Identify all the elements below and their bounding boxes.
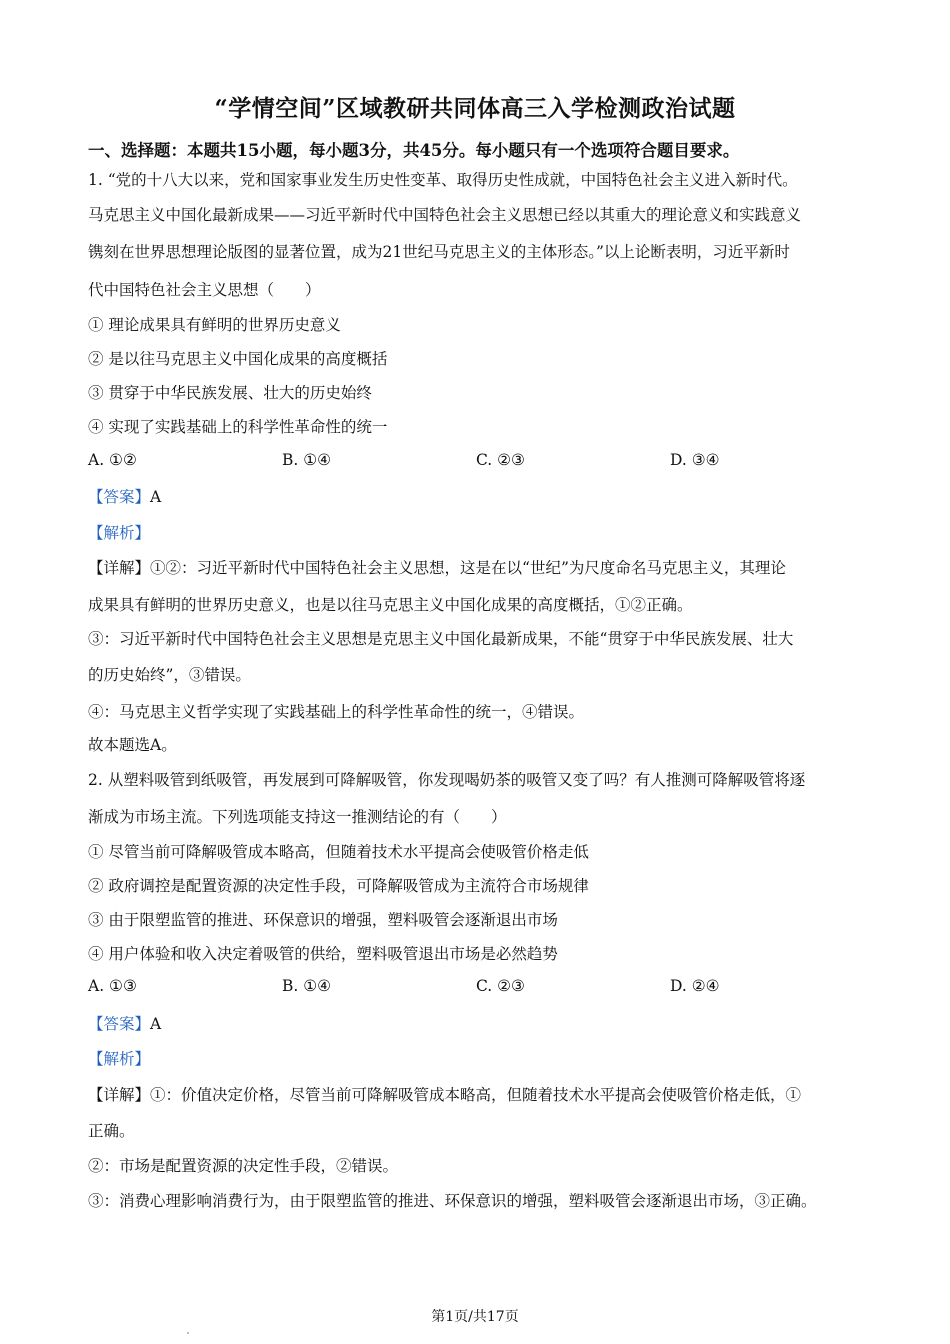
answer-label: 【答案】: [88, 1015, 151, 1033]
q1-statement: ④ 实现了实践基础上的科学性革命性的统一: [88, 418, 388, 436]
q2-answer: [88, 1012, 161, 1034]
q2-detail-line: 正确。: [88, 1122, 135, 1140]
q1-detail-line: ④：马克思主义哲学实现了实践基础上的科学性革命性的统一，④错误。: [88, 703, 585, 721]
q2-option-a: A. ①③: [88, 977, 137, 995]
q1-analysis-label: 【解析】: [88, 524, 151, 542]
q2-stem-line: 渐成为市场主流。下列选项能支持这一推测结论的有（ ）: [88, 808, 507, 826]
detail-text: ①：价值决定价格，尽管当前可降解吸管成本略高，但随着技术水平提高会使吸管价格走低，①: [150, 1086, 802, 1104]
q2-detail-line: ③：消费心理影响消费行为，由于限塑监管的推进、环保意识的增强，塑料吸管会逐渐退出市场，③正确。: [88, 1192, 817, 1210]
page-title: “学情空间”区域教研共同体高三入学检测政治试题: [214, 95, 736, 122]
q1-detail-line: 故本题选A。: [88, 736, 177, 754]
q1-option-b: B. ①④: [282, 451, 332, 469]
q2-analysis-label: 【解析】: [88, 1050, 151, 1068]
q2-option-b: B. ①④: [282, 977, 332, 995]
detail-text: ①②：习近平新时代中国特色社会主义思想，这是在以“世纪”为尺度命名马克思主义，其理论: [150, 559, 786, 577]
q1-detail-line: ③：习近平新时代中国特色社会主义思想是克思主义中国化最新成果，不能“贯穿于中华民族发展、壮大: [88, 630, 794, 648]
q1-answer: [88, 485, 161, 507]
q1-detail-line: [88, 556, 786, 578]
q2-statement: ① 尽管当前可降解吸管成本略高，但随着技术水平提高会使吸管价格走低: [88, 843, 589, 861]
q2-statement: ③ 由于限塑监管的推进、环保意识的增强，塑料吸管会逐渐退出市场: [88, 911, 558, 929]
answer-value: A: [150, 488, 162, 506]
q2-detail-line: [88, 1083, 801, 1105]
q2-statement: ② 政府调控是配置资源的决定性手段，可降解吸管成为主流符合市场规律: [88, 877, 589, 895]
detail-label: 【详解】: [88, 1086, 151, 1104]
section-heading: 一、选择题：本题共15小题，每小题3分，共45分。每小题只有一个选项符合题目要求。: [88, 141, 740, 160]
q1-stem-line: 代中国特色社会主义思想（ ）: [88, 281, 321, 299]
q1-detail-line: 的历史始终”，③错误。: [88, 666, 251, 684]
q1-detail-line: 成果具有鲜明的世界历史意义，也是以往马克思主义中国化成果的高度概括，①②正确。: [88, 596, 693, 614]
q1-statement: ① 理论成果具有鲜明的世界历史意义: [88, 316, 341, 334]
q1-statement: ② 是以往马克思主义中国化成果的高度概括: [88, 350, 388, 368]
q2-option-d: D. ②④: [670, 977, 720, 995]
answer-value: A: [150, 1015, 162, 1033]
q1-option-c: C. ②③: [476, 451, 525, 469]
q2-option-c: C. ②③: [476, 977, 525, 995]
answer-label: 【答案】: [88, 488, 151, 506]
q1-statement: ③ 贯穿于中华民族发展、壮大的历史始终: [88, 384, 372, 402]
detail-label: 【详解】: [88, 559, 151, 577]
page-footer: 第1页/共17页: [431, 1309, 519, 1325]
q2-stem-line: 2. 从塑料吸管到纸吸管，再发展到可降解吸管，你发现喝奶茶的吸管又变了吗？有人推测可降解吸管将逐: [88, 771, 806, 789]
q1-option-d: D. ③④: [670, 451, 720, 469]
q2-statement: ④ 用户体验和收入决定着吸管的供给，塑料吸管退出市场是必然趋势: [88, 945, 558, 963]
q1-option-a: A. ①②: [88, 451, 137, 469]
q1-stem-line: 镌刻在世界思想理论版图的显著位置，成为21世纪马克思主义的主体形态。”以上论断表明，习近平新时: [88, 243, 790, 261]
q1-stem-line: 马克思主义中国化最新成果——习近平新时代中国特色社会主义思想已经以其重大的理论意义和实践意义: [88, 206, 802, 224]
q1-stem-line: 1. “党的十八大以来，党和国家事业发生历史性变革、取得历史性成就，中国特色社会主义进入新时代。: [88, 171, 798, 189]
q2-detail-line: ②：市场是配置资源的决定性手段，②错误。: [88, 1157, 399, 1175]
scan-speck: [187, 1332, 189, 1334]
